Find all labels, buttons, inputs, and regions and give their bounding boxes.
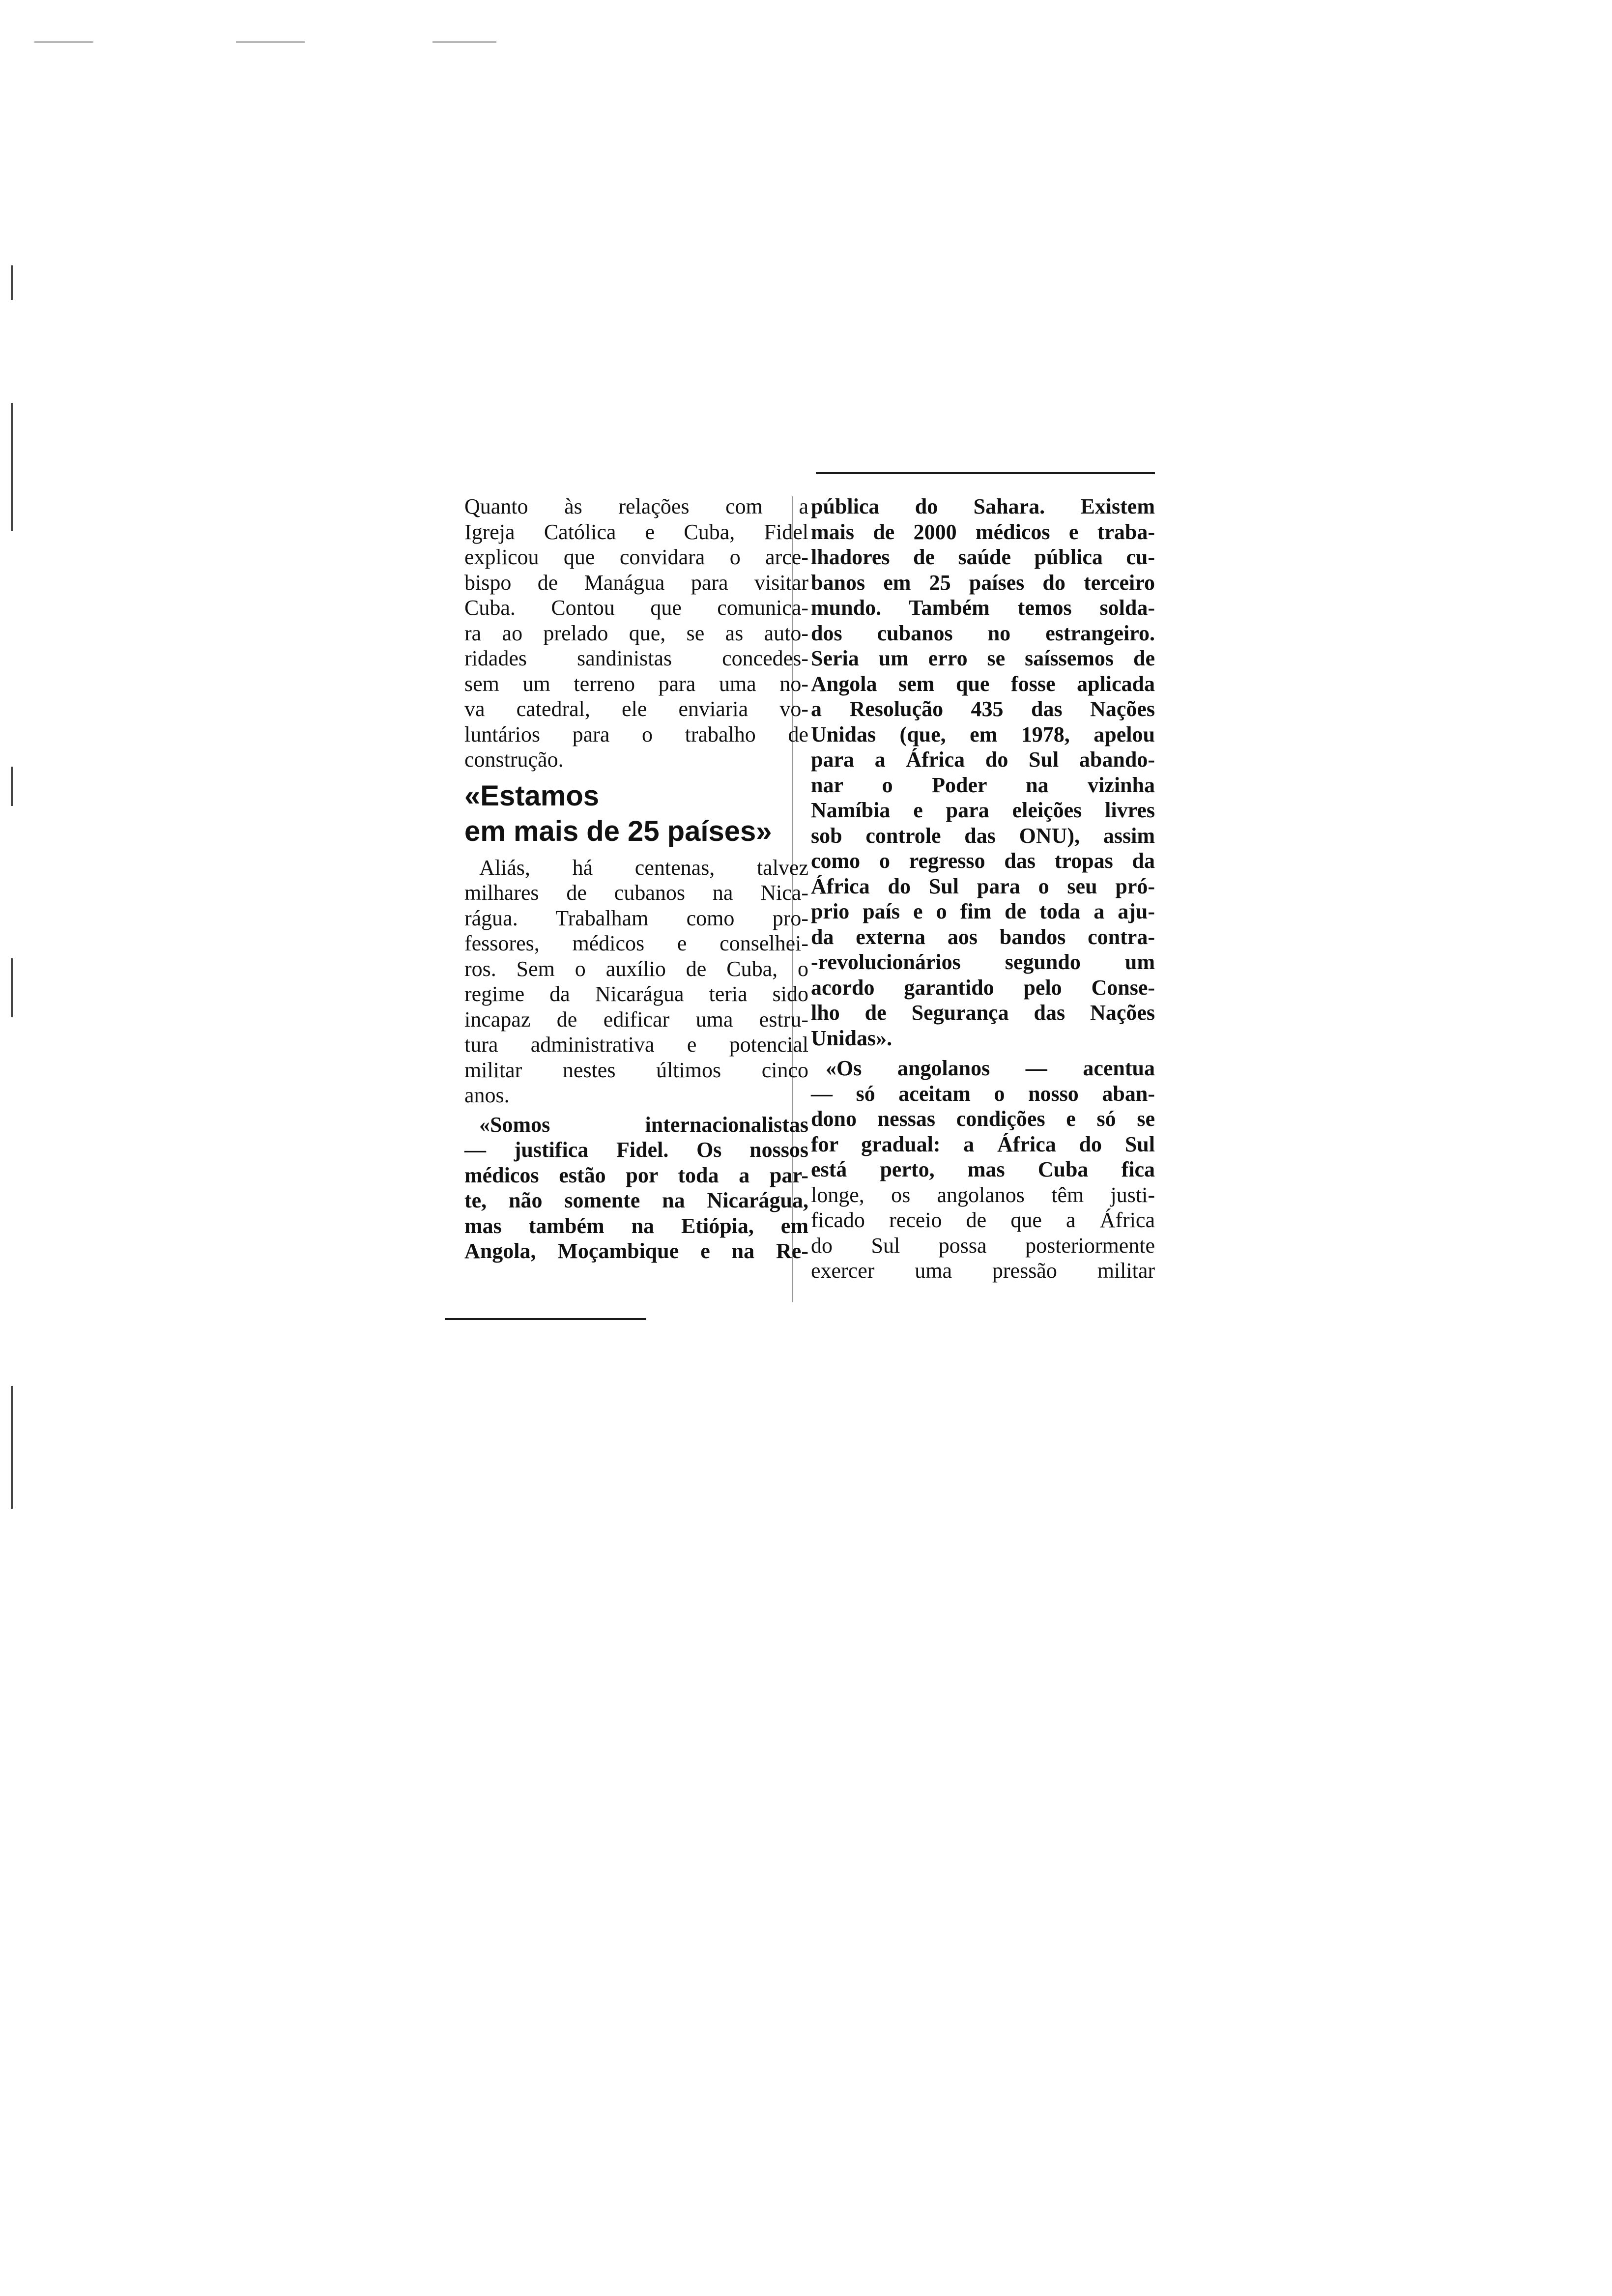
text-line: como o regresso das tropas da: [811, 849, 1155, 873]
paragraph-angolans: [811, 1056, 1155, 1284]
text-line: anos.: [464, 1083, 510, 1107]
text-line: ridades sandinistas concedes-: [464, 646, 808, 670]
section-heading: [464, 778, 808, 849]
text-line: mais de 2000 médicos e traba-: [811, 519, 1155, 544]
text-line: Unidas».: [811, 1026, 892, 1050]
text-line: incapaz de edificar uma estru-: [464, 1007, 808, 1032]
heading-line: «Estamos: [464, 779, 600, 812]
bottom-rule: [445, 1318, 646, 1320]
text-line: acordo garantido pelo Conse-: [811, 975, 1155, 1000]
text-line: Angola, Moçambique e na Re-: [464, 1239, 808, 1263]
text-line: exercer uma pressão militar: [811, 1259, 1155, 1283]
text-line: longe, os angolanos têm justi-: [811, 1182, 1155, 1207]
top-rule: [816, 472, 1155, 474]
text-line: Unidas (que, em 1978, apelou: [811, 722, 1155, 746]
text-line: Cuba. Contou que comunica-: [464, 596, 808, 620]
paragraph-catholic-church: [464, 494, 808, 773]
scan-mark: [11, 403, 13, 531]
text-line: Quanto às relações com a: [464, 494, 808, 518]
text-line: ficado receio de que a África: [811, 1208, 1155, 1232]
paragraph-cubans-in-nicaragua: [464, 855, 808, 1108]
text-line: Namíbia e para eleições livres: [811, 798, 1155, 822]
scan-mark: [11, 958, 13, 1017]
text-line: África do Sul para o seu pró-: [811, 874, 1155, 898]
text-line: dos cubanos no estrangeiro.: [811, 621, 1155, 645]
text-line: — só aceitam o nosso aban-: [811, 1081, 1155, 1106]
text-line: médicos estão por toda a par-: [464, 1163, 808, 1187]
article-column-left: [464, 494, 808, 1264]
text-line: regime da Nicarágua teria sido: [464, 982, 808, 1006]
text-line: luntários para o trabalho de: [464, 722, 808, 746]
text-line: bispo de Manágua para visitar: [464, 570, 808, 595]
text-line: do Sul possa posteriormente: [811, 1233, 1155, 1258]
text-line: Igreja Católica e Cuba, Fidel: [464, 519, 808, 544]
scan-speck: [34, 41, 93, 43]
text-line: «Somos internacionalistas: [479, 1112, 808, 1137]
text-line: lhadores de saúde pública cu-: [811, 545, 1155, 569]
text-line: «Os angolanos — acentua: [826, 1056, 1155, 1080]
text-line: mundo. Também temos solda-: [811, 596, 1155, 620]
text-line: te, não somente na Nicarágua,: [464, 1188, 808, 1212]
text-line: da externa aos bandos contra-: [811, 924, 1155, 949]
paragraph-internationalists: [464, 1112, 808, 1264]
scan-mark: [11, 265, 13, 300]
text-line: está perto, mas Cuba fica: [811, 1157, 1155, 1181]
article-column-right: [811, 494, 1155, 1284]
text-line: — justifica Fidel. Os nossos: [464, 1138, 808, 1162]
text-line: mas também na Etiópia, em: [464, 1213, 808, 1238]
text-line: Aliás, há centenas, talvez: [479, 855, 808, 880]
text-line: sem um terreno para uma no-: [464, 671, 808, 696]
text-line: rágua. Trabalham como pro-: [464, 906, 808, 930]
text-line: fessores, médicos e conselhei-: [464, 931, 808, 955]
text-line: tura administrativa e potencial: [464, 1033, 808, 1057]
text-line: pública do Sahara. Existem: [811, 494, 1155, 518]
text-line: a Resolução 435 das Nações: [811, 697, 1155, 721]
heading-line: em mais de 25 países»: [464, 815, 772, 847]
text-line: nar o Poder na vizinha: [811, 773, 1155, 797]
text-line: Seria um erro se saíssemos de: [811, 646, 1155, 670]
text-line: milhares de cubanos na Nica-: [464, 881, 808, 905]
text-line: va catedral, ele enviaria vo-: [464, 697, 808, 721]
paragraph-sahara-angola: [811, 494, 1155, 1051]
scan-speck: [236, 41, 305, 43]
text-line: militar nestes últimos cinco: [464, 1058, 808, 1082]
text-line: banos em 25 países do terceiro: [811, 570, 1155, 595]
text-line: para a África do Sul abando-: [811, 747, 1155, 772]
text-line: construção.: [464, 747, 564, 772]
text-line: lho de Segurança das Nações: [811, 1001, 1155, 1025]
text-line: -revolucionários segundo um: [811, 950, 1155, 974]
text-line: ros. Sem o auxílio de Cuba, o: [464, 956, 808, 981]
scan-mark: [11, 1386, 13, 1509]
scan-speck: [432, 41, 496, 43]
text-line: prio país e o fim de toda a aju-: [811, 899, 1155, 923]
text-line: dono nessas condições e só se: [811, 1107, 1155, 1131]
text-line: for gradual: a África do Sul: [811, 1132, 1155, 1156]
text-line: explicou que convidara o arce-: [464, 545, 808, 569]
text-line: ra ao prelado que, se as auto-: [464, 621, 808, 645]
text-line: Angola sem que fosse aplicada: [811, 671, 1155, 696]
scan-mark: [11, 767, 13, 806]
text-line: sob controle das ONU), assim: [811, 823, 1155, 848]
